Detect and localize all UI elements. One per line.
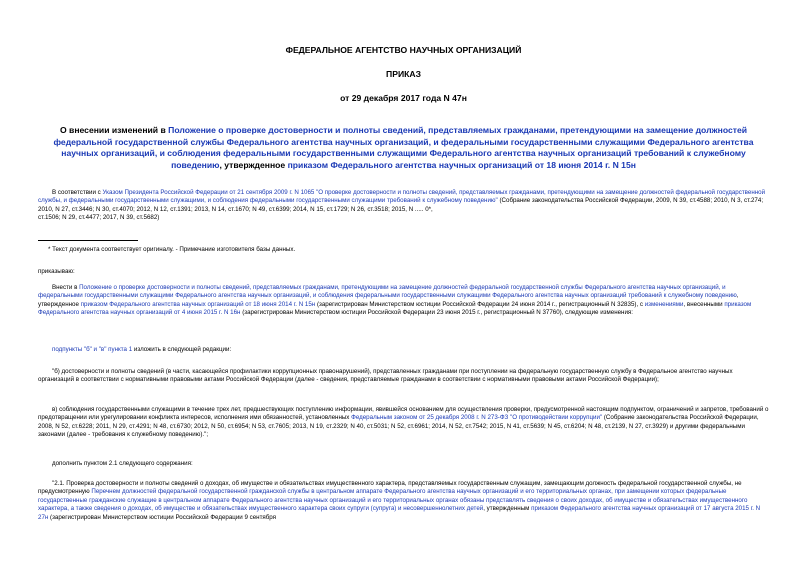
paragraph-v: в) соблюдения государственными служащими в течение трех лет, предшествующих поступлению информации, явившейся основанием для осуществления проверки, предусмотренной настоящим подпунктом, ограничений и запретов, требований о предотвращении или урегулировании конфликта интересов, исполнения ими обязанностей, установленных Федеральным законом от 25 декабря 2008 г. N 273-ФЗ "О противодействии коррупции" (Собрание законодательства Российской Федерации, 2008, N 52, ст.6228; 2011, N 29, ст.4291; N 48, ст.6730; 2012, N 50, ст.6954; N 53, ст.7605; 2013, N 19, ст.2329; N 40, ст.5031; N 52, ст.6961; 2014, N 52, ст.7542; 2015, N 41, ст.5639; N 45, ст.6204; N 48, ст.2139, N 27, ст.3929) и другими федеральными законами (далее - требования к служебному поведению)."; [38, 406, 769, 439]
link-regulation[interactable]: Положение о проверке достоверности и полноты сведений, представляемых гражданами, претендующими на замещение должностей федеральной государственной службы Федерального агентства научных организаций, и федеральными государственными служащими Федерального агентства научных организаций, и соблюдения федеральными государственными служащими Федерального агентства научных организаций требований к служебному поведению [38, 284, 737, 300]
paragraph-add: дополнить пунктом 2.1 следующего содержания: [52, 460, 193, 467]
doc-date-number: от 29 декабря 2017 года N 47н [340, 93, 467, 103]
link-federal-law-273[interactable]: Федеральным законом от 25 декабря 2008 г. N 273-ФЗ "О противодействии коррупции" [351, 414, 603, 422]
footnote-divider [38, 240, 138, 241]
order-word: приказываю: [38, 268, 75, 275]
doc-type-heading: ПРИКАЗ [386, 69, 421, 79]
link-positions-list[interactable]: Перечнем должностей федеральной государственной гражданской службы в центральном аппарате Федерального агентства научных организаций и его территориальных органах, при замещении которых федеральные государственные гражданские служащие в центральном аппарате Федерального агентства научных организаций и его территориальных органах обязаны представлять сведения о своих доходах, об имуществе и обязательствах имущественного характера, а также сведения о доходах, об имуществе и обязательствах имущественного характера своих супруги (супруга) и несовершеннолетних детей [38, 488, 748, 513]
paragraph-subitems: подпункты "б" и "в" пункта 1 изложить в следующей редакции: [52, 346, 232, 353]
preamble-link-decree[interactable]: Указом Президента Российской Федерации от 21 сентября 2009 г. N 1065 "О проверке достоверности и полноты сведений, представляемых гражданами, претендующими на замещение должностей федеральной государственной службы, и федеральными государственными служащими, и соблюдения федеральными государственными служащими требований к служебному поведению" [38, 189, 766, 205]
title-link-regulation[interactable]: Положение о проверке достоверности и полноты сведений, представляемых гражданами, претендующими на замещение должностей федеральной государственной службы Федерального агентства научных организаций, и федеральными государственными служащими Федерального агентства научных организаций, и соблюдения федеральными государственными служащими Федерального агентства научных организаций требований к служебному поведению [53, 125, 754, 170]
link-order-15n[interactable]: приказом Федерального агентства научных организаций от 18 июня 2014 г. N 15н [80, 300, 316, 308]
footnote: * Текст документа соответствует оригиналу. - Примечание изготовителя базы данных. [48, 246, 296, 253]
doc-title: О внесении изменений в Положение о проверке достоверности и полноты сведений, представляемых гражданами, претендующими на замещение должностей федеральной государственной службы Федерального агентства научных организаций, и федеральными государственными служащими Федерального агентства научных организаций, и соблюдения федеральными государственными служащими Федерального агентства научных организаций требований к служебному поведению, утвержденное приказом Федерального агентства научных организаций от 18 июня 2014 г. N 15н [53, 125, 754, 170]
preamble: В соответствии с Указом Президента Российской Федерации от 21 сентября 2009 г. N 1065 "О проверке достоверности и полноты сведений, представляемых гражданами, претендующими на замещение должностей федеральной государственной службы, и федеральными государственными служащими, и соблюдения федеральными государственными служащими требований к служебному поведению" (Собрание законодательства Российской Федерации, 2009, N 39, ст.4588; 2010, N 3, ст.274; 2010, N 27, ст.3446; N 30, ст.4070; 2012, N 12, ст.1391; 2013, N 14, ст.1670; N 49, ст.6399; 2014, N 15, ст.1729; N 26, ст.3518; 2015, N ..... 0*, ст.1506; N 29, ст.4477; 2017, N 39, ст.5682) [38, 189, 766, 222]
link-subitems[interactable]: подпункты "б" и "в" пункта 1 [52, 346, 133, 353]
link-order-16n[interactable]: приказом Федерального агентства научных организаций от 4 июня 2015 г. N 16н [38, 300, 752, 317]
paragraph-2-1: "2.1. Проверка достоверности и полноты сведений о доходах, об имуществе и обязательствах имущественного характера, представляемых государственным служащим, замещающим должность федеральной государственной службы, не предусмотренную Перечнем должностей федеральной государственной гражданской службы в центральном аппарате Федерального агентства научных организаций и его территориальных органах, при замещении которых федеральные государственные гражданские служащие в центральном аппарате Федерального агентства научных организаций и его территориальных органах обязаны представлять сведения о своих доходах, об имуществе и обязательствах имущественного характера, а также сведения о доходах, об имуществе и обязательствах имущественного характера своих супруги (супруга) и несовершеннолетних детей, утвержденным приказом Федерального агентства научных организаций от 17 августа 2015 г. N 27н (зарегистрирован Министерством юстиции Российской Федерации 9 сентября [38, 480, 761, 521]
paragraph-amend: Внести в Положение о проверке достоверности и полноты сведений, представляемых гражданами, претендующими на замещение должностей федеральной государственной службы Федерального агентства научных организаций, и федеральными государственными служащими Федерального агентства научных организаций, и соблюдения федеральными государственными служащими Федерального агентства научных организаций требований к служебному поведению, утвержденное приказом Федерального агентства научных организаций от 18 июня 2014 г. N 15н (зарегистрирован Министерством юстиции Российской Федерации 24 июня 2014 г., регистрационный N 32835), с изменениями, внесенными приказом Федерального агентства научных организаций от 4 июня 2015 г. N 16н (зарегистрирован Министерством юстиции Российской Федерации 23 июня 2015 г., регистрационный N 37760), следующие изменения: [38, 284, 752, 317]
link-changes[interactable]: изменениями [644, 300, 684, 308]
agency-heading: ФЕДЕРАЛЬНОЕ АГЕНТСТВО НАУЧНЫХ ОРГАНИЗАЦИЙ [285, 45, 522, 55]
title-link-order[interactable]: приказом Федерального агентства научных организаций от 18 июня 2014 г. N 15н [287, 159, 636, 170]
paragraph-b: "б) достоверности и полноты сведений (в части, касающейся профилактики коррупционных правонарушений), представленных гражданами при поступлении на федеральную государственную службу в Федеральное агентство научных организаций в соответствии с нормативными правовыми актами Российской Федерации (далее - сведения, представляемые гражданами в соответствии с нормативными правовыми актами Российской Федерации); [38, 368, 733, 384]
link-order-27n[interactable]: приказом Федерального агентства научных организаций от 17 августа 2015 г. N 27н [38, 505, 761, 521]
